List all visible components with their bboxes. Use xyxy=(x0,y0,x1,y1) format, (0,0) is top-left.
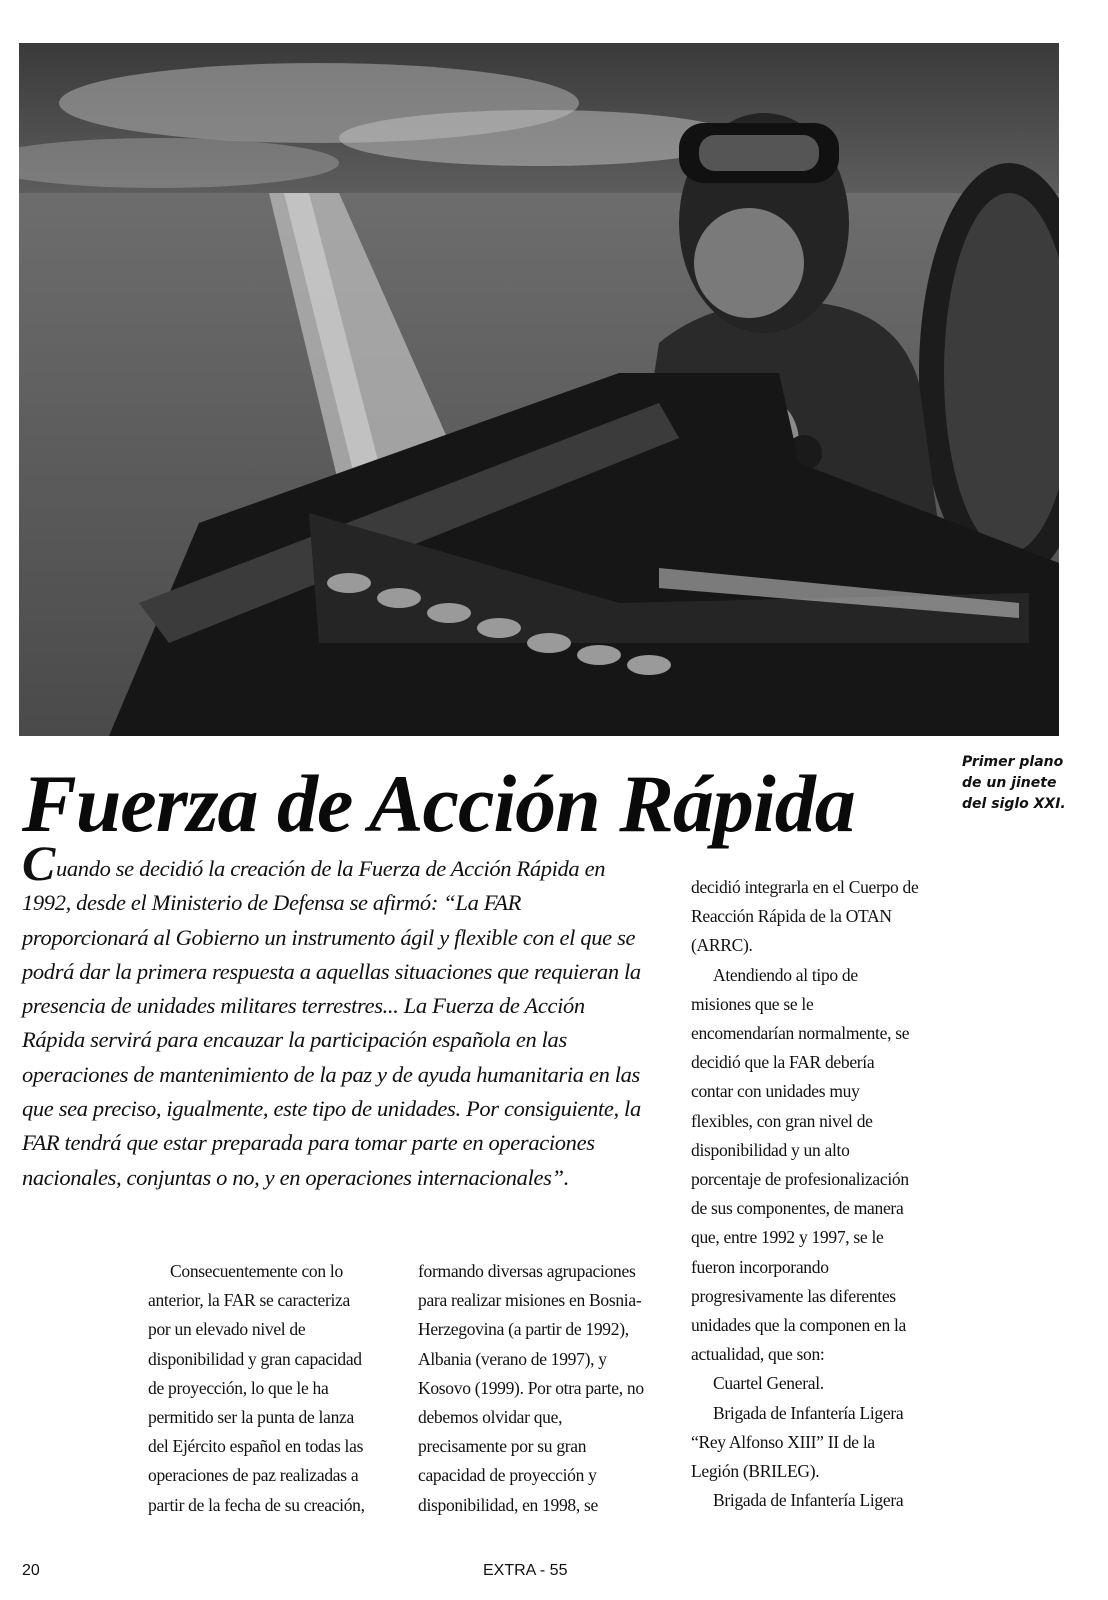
body-line: de proyección, lo que le ha xyxy=(148,1377,329,1398)
body-line: unidades que la componen en la xyxy=(691,1315,907,1336)
body-line: porcentaje de profesionalización xyxy=(691,1169,909,1190)
body-line: capacidad de proyección y xyxy=(418,1465,597,1486)
lead-line: presencia de unidades militares terrestres... La Fuerza de Acción xyxy=(22,993,585,1019)
lead-line: 1992, desde el Ministerio de Defensa se afirmó: “La FAR xyxy=(22,890,522,916)
body-column-1 xyxy=(148,1257,365,1520)
body-line: permitido ser la punta de lanza xyxy=(148,1407,354,1428)
body-line: disponibilidad, en 1998, se xyxy=(418,1494,599,1515)
body-line: por un elevado nivel de xyxy=(148,1319,306,1340)
body-line: precisamente por su gran xyxy=(418,1436,587,1457)
body-line: actualidad, que son: xyxy=(691,1344,825,1365)
lead-line xyxy=(22,835,672,891)
body-line: anterior, la FAR se caracteriza xyxy=(148,1290,350,1311)
body-line: formando diversas agrupaciones xyxy=(418,1261,636,1281)
body-line: encomendarían normalmente, se xyxy=(691,1023,910,1044)
body-line: Brigada de Infantería Ligera xyxy=(713,1490,904,1511)
body-line: (ARRC). xyxy=(691,935,753,956)
body-line: Albania (verano de 1997), y xyxy=(418,1348,607,1369)
lead-line: nacionales, conjuntas o no, y en operaciones internacionales”. xyxy=(22,1164,569,1190)
hero-photo xyxy=(19,43,1059,736)
soldier-photo-icon xyxy=(19,43,1059,736)
body-line: Cuartel General. xyxy=(713,1373,824,1394)
body-line: Atendiendo al tipo de xyxy=(713,964,858,985)
body-line: debemos olvidar que, xyxy=(418,1407,563,1428)
caption-line: de un jinete xyxy=(962,775,1057,791)
body-line: Kosovo (1999). Por otra parte, no xyxy=(418,1377,644,1398)
lead-line-text: uando se decidió la creación de la Fuerza de Acción Rápida en xyxy=(56,856,606,881)
lead-paragraph xyxy=(22,835,672,1195)
body-line: que, entre 1992 y 1997, se le xyxy=(691,1227,884,1248)
body-line: decidió que la FAR debería xyxy=(691,1052,875,1073)
body-line: decidió integrarla en el Cuerpo de xyxy=(691,877,919,897)
body-line: contar con unidades muy xyxy=(691,1081,860,1102)
lead-line: proporcionará al Gobierno un instrumento ágil y flexible con el que se xyxy=(22,924,636,950)
body-line: “Rey Alfonso XIII” II de la xyxy=(691,1431,875,1452)
body-column-2 xyxy=(418,1257,644,1520)
body-column-3 xyxy=(691,873,918,1515)
caption-line: del siglo XXI. xyxy=(962,796,1066,812)
page-number: 20 xyxy=(22,1562,40,1579)
body-line: Consecuentemente con lo xyxy=(170,1261,343,1281)
lead-line: que sea preciso, igualmente, este tipo de unidades. Por consiguiente, la xyxy=(22,1096,641,1122)
lead-line: Rápida servirá para encauzar la participación española en las xyxy=(22,1027,567,1053)
article-headline: Fuerza de Acción Rápida xyxy=(22,758,855,849)
lead-line: podrá dar la primera respuesta a aquellas situaciones que requieran la xyxy=(22,958,641,984)
body-line: fueron incorporando xyxy=(691,1256,829,1277)
body-line: Brigada de Infantería Ligera xyxy=(713,1402,904,1423)
issue-label: EXTRA - 55 xyxy=(483,1562,568,1579)
body-line: del Ejército español en todas las xyxy=(148,1436,364,1457)
body-line: progresivamente las diferentes xyxy=(691,1285,896,1306)
photo-caption xyxy=(962,752,1082,815)
body-line: de sus componentes, de manera xyxy=(691,1198,904,1219)
body-line: Herzegovina (a partir de 1992), xyxy=(418,1319,629,1340)
caption-line: Primer plano xyxy=(962,754,1064,770)
body-line: flexibles, con gran nivel de xyxy=(691,1110,873,1131)
body-line: disponibilidad y gran capacidad xyxy=(148,1348,362,1369)
body-line: disponibilidad y un alto xyxy=(691,1139,850,1160)
lead-line: FAR tendrá que estar preparada para tomar parte en operaciones xyxy=(22,1130,595,1156)
body-line: operaciones de paz realizadas a xyxy=(148,1465,359,1486)
body-line: para realizar misiones en Bosnia- xyxy=(418,1290,642,1311)
body-line: Reacción Rápida de la OTAN xyxy=(691,906,892,927)
lead-line: operaciones de mantenimiento de la paz y de ayuda humanitaria en las xyxy=(22,1061,640,1087)
drop-cap: C xyxy=(22,835,55,891)
body-line: misiones que se le xyxy=(691,993,814,1014)
body-line: Legión (BRILEG). xyxy=(691,1461,820,1482)
body-line: partir de la fecha de su creación, xyxy=(148,1494,365,1515)
